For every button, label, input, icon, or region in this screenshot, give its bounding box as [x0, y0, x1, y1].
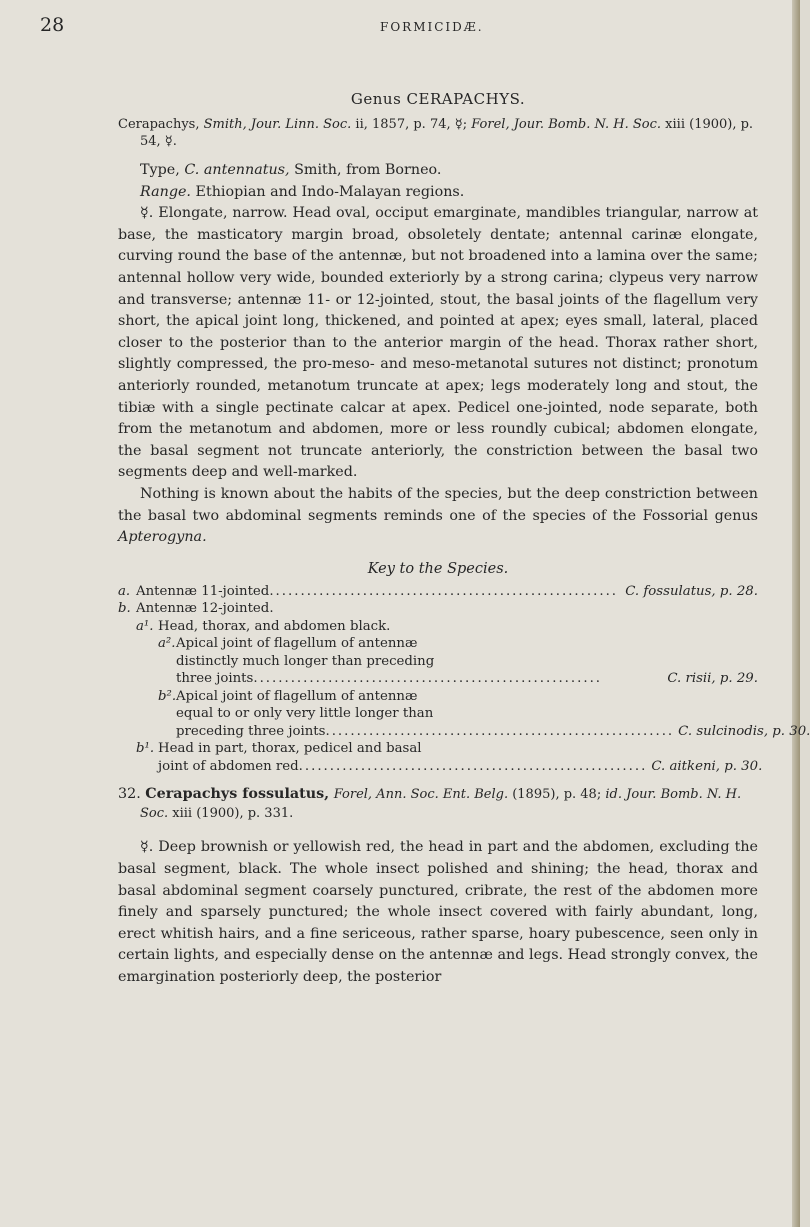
key-entry-b2: b². Apical joint of flagellum of antennæ: [158, 688, 418, 704]
key-entry-a2-cont: distinctly much longer than preceding: [176, 653, 435, 669]
key-entry-a2-end: three joints ........................................................ C. risii, p. 29.: [176, 671, 758, 687]
genus-description: ☿. Elongate, narrow. Head oval, occiput emarginate, mandibles triangular, narrow at base, the masticatory margin broad, obsoletely dentate; antennal carinæ elongate, curving round the base of the antennæ, but not broadened into a lamina over the same; antennal hollow very wide, bounded exteriorly by a strong carina; clypeus very narrow and transverse; antennæ 11- or 12-jointed, stout, the basal joints of the flagellum very short, the apical joint long, thickened, and pointed at apex; eyes small, lateral, placed closer to the posterior than to the anterior margin of the head. Thorax rather short, slightly compressed, the pro-meso- and meso-metanotal sutures not distinct; pronotum anteriorly rounded, metanotum truncate at apex; legs moderately long and stout, the tibiæ with a single pectinate calcar at apex. Pedicel one-jointed, node separate, both from the metanotum and abdomen, more or less roundly cubical; abdomen elongate, the basal segment not truncate anteriorly, the constriction between the basal two segments deep and well-marked.: [118, 205, 758, 481]
key-entry-a1: a¹. Head, thorax, and abdomen black.: [136, 618, 391, 634]
genus-range: Range. Ethiopian and Indo-Malayan regions.: [140, 183, 465, 200]
genus-habits: Nothing is known about the habits of the species, but the deep constriction between the basal two abdominal segments reminds one of the species of the Fossorial genus Apterogyna.: [118, 485, 758, 546]
key-entry-b1-end: joint of abdomen red ........................................................ C. aitkeni, p. 30.: [158, 758, 763, 774]
key-entry-a: a. Antennæ 11-jointed ........................................................ C. fossulatus, p. 28.: [118, 583, 758, 599]
genus-reference: Cerapachys, Smith, Jour. Linn. Soc. ii, 1857, p. 74, ☿; Forel, Jour. Bomb. N. H. Soc. xiii (1900), p. 54, ☿.: [118, 117, 754, 149]
page-header: [0, 14, 800, 44]
key-entry-a2: a². Apical joint of flagellum of antennæ: [158, 636, 418, 652]
key-entry-b1: b¹. Head in part, thorax, pedicel and basal: [136, 741, 422, 757]
key-entry-b2-end: preceding three joints ........................................................ C. sulcinodis, p. 30.: [176, 723, 810, 739]
genus-type: Type, C. antennatus, Smith, from Borneo.: [140, 162, 442, 178]
running-head: FORMICIDÆ.: [380, 20, 484, 34]
page-body: [118, 90, 810, 989]
genus-title: Genus CERAPACHYS.: [350, 90, 526, 108]
key-entry-b2-cont: equal to or only very little longer than: [176, 706, 434, 722]
page-number: 28: [40, 14, 65, 36]
key-entry-b: b. Antennæ 12-jointed.: [118, 601, 274, 617]
key-title: Key to the Species.: [367, 560, 509, 577]
species-description: ☿. Deep brownish or yellowish red, the head in part and the abdomen, excluding the basal segment, black. The whole insect polished and shining; the head, thorax and basal abdominal segment coarsely punctured, cribrate, the rest of the abdomen more finely and sparsely punctured; the whole insect covered with fairly abundant, long, erect whitish hairs, and a fine sericeous, rather sparse, hoary pubescence, seen only in certain lights, and especially dense on the antennæ and legs. Head strongly convex, the emargination posteriorly deep, the posterior: [118, 839, 758, 986]
species-heading: 32. Cerapachys fossulatus, Forel, Ann. Soc. Ent. Belg. (1895), p. 48; id. Jour. Bomb. N. H. Soc. xiii (1900), p. 331.: [118, 786, 742, 822]
page-edge: [792, 0, 800, 1227]
